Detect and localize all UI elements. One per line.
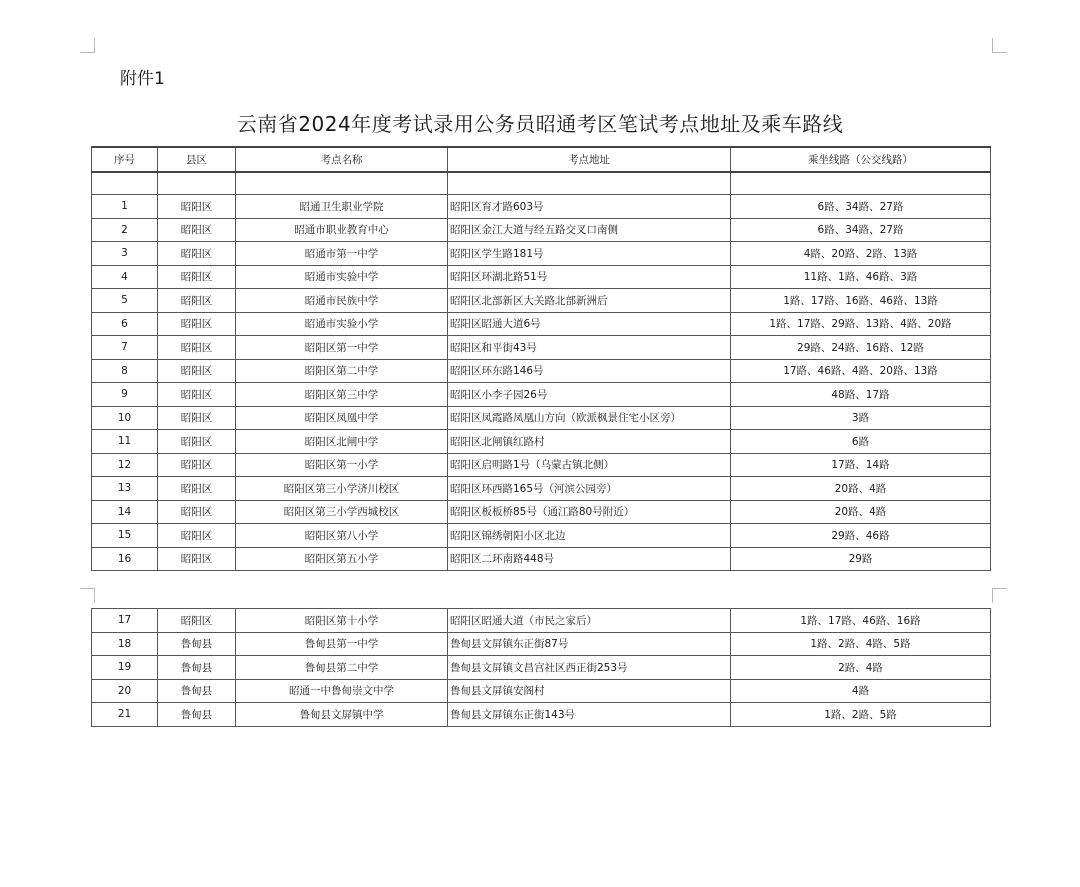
cell-site-address: 昭阳区环东路146号	[448, 359, 731, 383]
cell-seq: 2	[92, 218, 158, 242]
cell-site-address: 昭阳区凤霞路凤凰山方向（欧派枫景住宅小区旁）	[448, 406, 731, 430]
cell-site-address: 昭阳区锦绣朝阳小区北边	[448, 524, 731, 548]
cell-seq: 11	[92, 430, 158, 454]
table-row	[92, 406, 991, 430]
cell-seq: 21	[92, 703, 158, 727]
cell-site-name: 鲁甸县第二中学	[236, 656, 448, 680]
cell-site-address: 昭阳区小李子园26号	[448, 383, 731, 407]
cell-seq: 17	[92, 609, 158, 633]
header-county: 县区	[158, 147, 236, 172]
cell-seq: 3	[92, 242, 158, 266]
header-site-name: 考点名称	[236, 147, 448, 172]
cell-site-address: 昭阳区育才路603号	[448, 195, 731, 219]
cell-bus-routes: 17路、14路	[731, 453, 991, 477]
cell-bus-routes: 4路、20路、2路、13路	[731, 242, 991, 266]
header-seq: 序号	[92, 147, 158, 172]
cell-site-address: 鲁甸县文屏镇东正街143号	[448, 703, 731, 727]
page-corner-mark	[80, 38, 95, 53]
cell-county: 昭阳区	[158, 336, 236, 360]
table-row	[92, 336, 991, 360]
cell-site-address: 鲁甸县文屏镇东正街87号	[448, 632, 731, 656]
attachment-label: 附件1	[120, 69, 165, 89]
cell-county: 昭阳区	[158, 453, 236, 477]
cell-site-name: 鲁甸县第一中学	[236, 632, 448, 656]
cell-seq: 5	[92, 289, 158, 313]
cell-site-address: 昭阳区金江大道与经五路交叉口南侧	[448, 218, 731, 242]
table-row	[92, 195, 991, 219]
cell-bus-routes: 11路、1路、46路、3路	[731, 265, 991, 289]
table-row	[92, 453, 991, 477]
document-title: 云南省2024年度考试录用公务员昭通考区笔试考点地址及乘车路线	[236, 112, 844, 136]
table-row	[92, 383, 991, 407]
cell-seq: 4	[92, 265, 158, 289]
cell-site-name: 鲁甸县文屏镇中学	[236, 703, 448, 727]
cell-site-address: 昭阳区学生路181号	[448, 242, 731, 266]
cell-bus-routes: 48路、17路	[731, 383, 991, 407]
cell-site-name: 昭阳区第八小学	[236, 524, 448, 548]
cell-site-name: 昭阳区第一小学	[236, 453, 448, 477]
cell-seq: 13	[92, 477, 158, 501]
cell-site-name: 昭阳区第二中学	[236, 359, 448, 383]
cell-site-address: 鲁甸县文屏镇安阁村	[448, 679, 731, 703]
cell-bus-routes: 2路、4路	[731, 656, 991, 680]
table-row	[92, 218, 991, 242]
cell-county: 昭阳区	[158, 500, 236, 524]
cell-bus-routes: 1路、17路、16路、46路、13路	[731, 289, 991, 313]
cell-seq: 16	[92, 547, 158, 571]
cell-site-name: 昭阳区第五小学	[236, 547, 448, 571]
cell-site-name: 昭通卫生职业学院	[236, 195, 448, 219]
table-row	[92, 500, 991, 524]
cell-site-name: 昭通市实验中学	[236, 265, 448, 289]
table-row	[92, 547, 991, 571]
cell-bus-routes: 6路	[731, 430, 991, 454]
table-header-row	[92, 147, 991, 172]
table-row	[92, 359, 991, 383]
cell-bus-routes: 4路	[731, 679, 991, 703]
cell-seq: 12	[92, 453, 158, 477]
cell-site-address: 昭阳区环湖北路51号	[448, 265, 731, 289]
page-corner-mark	[992, 588, 1007, 603]
cell-site-name: 昭阳区第三小学济川校区	[236, 477, 448, 501]
table-row	[92, 703, 991, 727]
cell-county: 鲁甸县	[158, 679, 236, 703]
cell-bus-routes: 29路、24路、16路、12路	[731, 336, 991, 360]
cell-site-address: 昭阳区北部新区大关路北部新洲后	[448, 289, 731, 313]
exam-sites-table	[91, 146, 991, 571]
cell-bus-routes: 1路、17路、46路、16路	[731, 609, 991, 633]
cell-site-address: 昭阳区环西路165号（河滨公园旁）	[448, 477, 731, 501]
cell-site-address: 昭阳区昭通大道6号	[448, 312, 731, 336]
cell-bus-routes: 20路、4路	[731, 477, 991, 501]
table-row	[92, 430, 991, 454]
cell-site-name: 昭通市第一中学	[236, 242, 448, 266]
table-row	[92, 632, 991, 656]
table-row	[92, 289, 991, 313]
page-corner-mark	[992, 38, 1007, 53]
cell-site-name: 昭阳区第十小学	[236, 609, 448, 633]
cell-county: 鲁甸县	[158, 632, 236, 656]
cell-bus-routes: 6路、34路、27路	[731, 218, 991, 242]
table-row	[92, 656, 991, 680]
cell-site-address: 昭阳区二环南路448号	[448, 547, 731, 571]
table-row	[92, 242, 991, 266]
cell-site-address: 昭阳区和平街43号	[448, 336, 731, 360]
cell-seq: 20	[92, 679, 158, 703]
cell-county: 昭阳区	[158, 265, 236, 289]
page-corner-mark	[80, 588, 95, 603]
cell-bus-routes: 20路、4路	[731, 500, 991, 524]
cell-county: 昭阳区	[158, 218, 236, 242]
header-site-address: 考点地址	[448, 147, 731, 172]
cell-county: 昭阳区	[158, 406, 236, 430]
cell-site-address: 鲁甸县文屏镇文昌宫社区西正街253号	[448, 656, 731, 680]
cell-site-name: 昭阳区第三小学西城校区	[236, 500, 448, 524]
cell-site-address: 昭阳区昭通大道（市民之家后）	[448, 609, 731, 633]
cell-county: 昭阳区	[158, 312, 236, 336]
cell-county: 昭阳区	[158, 477, 236, 501]
cell-site-name: 昭通市实验小学	[236, 312, 448, 336]
cell-site-name: 昭阳区凤凰中学	[236, 406, 448, 430]
cell-county: 昭阳区	[158, 609, 236, 633]
cell-site-name: 昭通市职业教育中心	[236, 218, 448, 242]
table-row	[92, 312, 991, 336]
cell-seq: 18	[92, 632, 158, 656]
table-row	[92, 609, 991, 633]
table-row	[92, 524, 991, 548]
cell-county: 昭阳区	[158, 359, 236, 383]
cell-site-name: 昭通一中鲁甸崇文中学	[236, 679, 448, 703]
cell-county: 昭阳区	[158, 289, 236, 313]
header-bus-routes: 乘坐线路（公交线路）	[731, 147, 991, 172]
cell-seq: 15	[92, 524, 158, 548]
cell-bus-routes: 17路、46路、4路、20路、13路	[731, 359, 991, 383]
cell-bus-routes: 1路、17路、29路、13路、4路、20路	[731, 312, 991, 336]
cell-bus-routes: 3路	[731, 406, 991, 430]
cell-bus-routes: 1路、2路、4路、5路	[731, 632, 991, 656]
cell-county: 昭阳区	[158, 547, 236, 571]
cell-seq: 1	[92, 195, 158, 219]
cell-county: 昭阳区	[158, 524, 236, 548]
cell-bus-routes: 29路	[731, 547, 991, 571]
cell-county: 鲁甸县	[158, 703, 236, 727]
table-row	[92, 679, 991, 703]
cell-county: 昭阳区	[158, 430, 236, 454]
cell-bus-routes: 29路、46路	[731, 524, 991, 548]
table-row	[92, 265, 991, 289]
cell-county: 昭阳区	[158, 242, 236, 266]
cell-site-name: 昭阳区第三中学	[236, 383, 448, 407]
exam-sites-table-continued	[91, 608, 991, 727]
cell-seq: 6	[92, 312, 158, 336]
cell-county: 鲁甸县	[158, 656, 236, 680]
cell-bus-routes: 1路、2路、5路	[731, 703, 991, 727]
cell-seq: 9	[92, 383, 158, 407]
cell-site-name: 昭阳区北闸中学	[236, 430, 448, 454]
cell-site-address: 昭阳区北闸镇红路村	[448, 430, 731, 454]
cell-seq: 14	[92, 500, 158, 524]
table-row	[92, 477, 991, 501]
cell-seq: 7	[92, 336, 158, 360]
cell-county: 昭阳区	[158, 195, 236, 219]
cell-bus-routes: 6路、34路、27路	[731, 195, 991, 219]
cell-site-address: 昭阳区启明路1号（乌蒙古镇北侧）	[448, 453, 731, 477]
cell-seq: 10	[92, 406, 158, 430]
table-spacer-row	[92, 172, 991, 195]
cell-site-name: 昭阳区第一中学	[236, 336, 448, 360]
cell-seq: 19	[92, 656, 158, 680]
cell-county: 昭阳区	[158, 383, 236, 407]
cell-seq: 8	[92, 359, 158, 383]
cell-site-name: 昭通市民族中学	[236, 289, 448, 313]
cell-site-address: 昭阳区板板桥85号（通江路80号附近）	[448, 500, 731, 524]
